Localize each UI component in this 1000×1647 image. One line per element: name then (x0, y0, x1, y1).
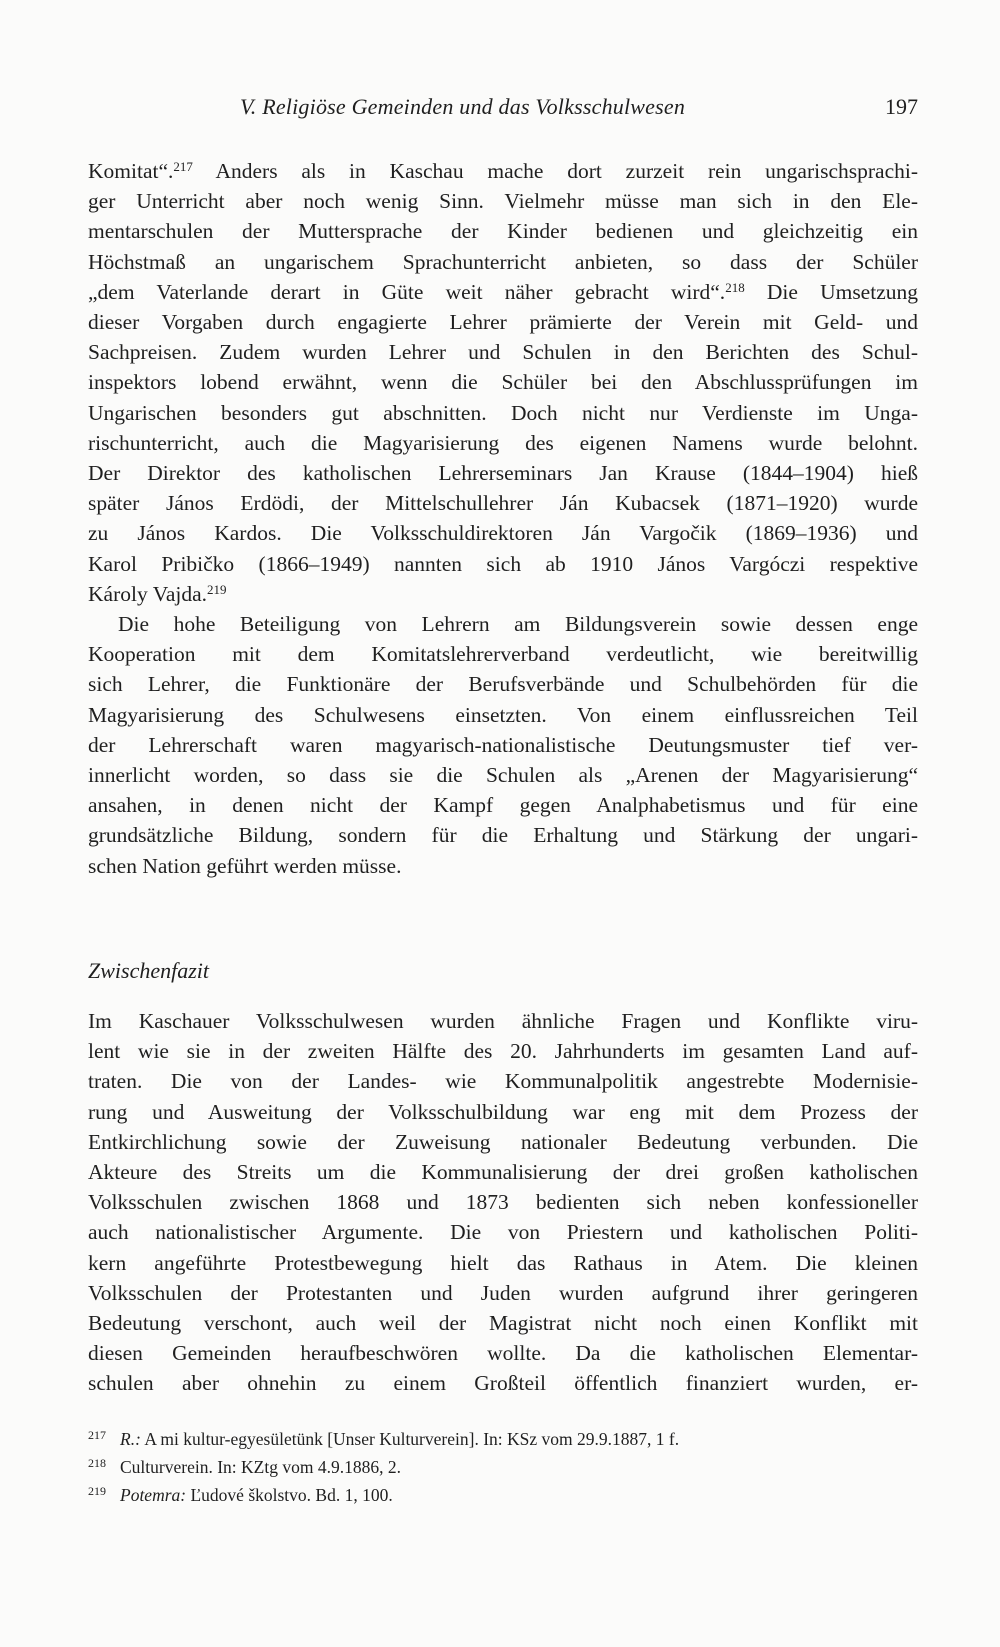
text-line: zu János Kardos. Die Volksschuldirektoren Ján Vargočik (1869–1936) und (88, 521, 918, 546)
text-line: innerlicht worden, so dass sie die Schulen als „Arenen der Magyarisierung“ (88, 763, 918, 788)
text-line: Magyarisierung des Schulwesens einsetzten. Von einem einflussreichen Teil (88, 702, 918, 727)
text-line: ger Unterricht aber noch wenig Sinn. Vielmehr müsse man sich in den Ele- (88, 189, 918, 214)
text-line: rung und Ausweitung der Volksschulbildung war eng mit dem Prozess der (88, 1099, 918, 1124)
footnotes (88, 1423, 918, 1507)
text-line: später János Erdödi, der Mittelschullehrer Ján Kubacsek (1871–1920) wurde (88, 491, 918, 516)
text-line: traten. Die von der Landes- wie Kommunalpolitik angestrebte Modernisie- (88, 1069, 918, 1094)
footnote-number: 217 (88, 1428, 106, 1442)
footnote-text: Culturverein. In: KZtg vom 4.9.1886, 2. (120, 1457, 401, 1477)
text-line: Höchstmaß an ungarischem Sprachunterricht anbieten, so dass der Schüler (88, 249, 918, 274)
page-header (88, 94, 918, 126)
text-line: „dem Vaterlande derart in Güte weit näher gebracht wird“.$^{218}$ Die Umsetzung (88, 279, 918, 304)
text-line: diesen Gemeinden heraufbeschwören wollte. Da die katholischen Elementar- (88, 1341, 918, 1366)
footnote-author: R.: (120, 1429, 141, 1449)
text-line: der Lehrerschaft waren magyarisch-nationalistische Deutungsmuster tief ver- (88, 732, 918, 757)
footnote-text: Ľudové školstvo. Bd. 1, 100. (186, 1485, 393, 1505)
footnote-text: A mi kultur-egyesületünk [Unser Kulturverein]. In: KSz vom 29.9.1887, 1 f. (140, 1429, 680, 1449)
text-line: Bedeutung verschont, auch weil der Magistrat nicht noch einen Konflikt mit (88, 1311, 918, 1336)
text-line: ansahen, in denen nicht der Kampf gegen Analphabetismus und für eine (88, 793, 918, 818)
text-line: dieser Vorgaben durch engagierte Lehrer prämierte der Verein mit Geld- und (88, 310, 918, 335)
text-line: sich Lehrer, die Funktionäre der Berufsverbände und Schulbehörden für die (88, 672, 918, 697)
text-line: inspektors lobend erwähnt, wenn die Schüler bei den Abschlussprüfungen im (88, 370, 918, 395)
text-line: Sachpreisen. Zudem wurden Lehrer und Schulen in den Berichten des Schul- (88, 340, 918, 365)
footnote-number: 219 (88, 1484, 106, 1498)
text-line: Károly Vajda.$^{219}$ (88, 581, 227, 606)
main-text (88, 156, 918, 881)
text-line: rischunterricht, auch die Magyarisierung des eigenen Namens wurde belohnt. (88, 430, 918, 455)
text-line: Entkirchlichung sowie der Zuweisung nationaler Bedeutung verbunden. Die (88, 1129, 918, 1154)
text-line: mentarschulen der Muttersprache der Kinder bedienen und gleichzeitig ein (88, 219, 918, 244)
footnote-author: Potemra: (120, 1485, 187, 1505)
footnote-ref: 217 (173, 159, 193, 174)
footnote-219 (88, 1479, 918, 1507)
text-line: Kooperation mit dem Komitatslehrerverband verdeutlicht, wie bereitwillig (88, 642, 918, 667)
text-line: Karol Pribičko (1866–1949) nannten sich ab 1910 János Vargóczi respektive (88, 551, 918, 576)
text-line: auch nationalistischer Argumente. Die von Priestern und katholischen Politi- (88, 1220, 918, 1245)
text-line: Komitat“.$^{217}$ Anders als in Kaschau mache dort zurzeit rein ungarischsprachi- (88, 159, 918, 183)
section-heading: Zwischenfazit (88, 958, 210, 983)
text-line: grundsätzliche Bildung, sondern für die Erhaltung und Stärkung der ungari- (88, 823, 918, 848)
text-line: lent wie sie in der zweiten Hälfte des 20. Jahrhunderts im gesamten Land auf- (88, 1039, 918, 1064)
text-line: Im Kaschauer Volksschulwesen wurden ähnliche Fragen und Konflikte viru- (88, 1009, 918, 1033)
text-line: Ungarischen besonders gut abschnitten. Doch nicht nur Verdienste im Unga- (88, 400, 918, 425)
section-text (88, 1006, 918, 1399)
footnote-number: 218 (88, 1456, 106, 1470)
text-line: Der Direktor des katholischen Lehrerseminars Jan Krause (1844–1904) hieß (88, 461, 918, 486)
running-head: V. Religiöse Gemeinden und das Volksschulwesen (240, 94, 686, 119)
text-line: schulen aber ohnehin zu einem Großteil öffentlich finanziert wurden, er- (88, 1371, 918, 1396)
text-line: Die hohe Beteiligung von Lehrern am Bildungsverein sowie dessen enge (118, 612, 918, 637)
footnote-218 (88, 1451, 918, 1479)
text-line: kern angeführte Protestbewegung hielt das Rathaus in Atem. Die kleinen (88, 1250, 918, 1275)
text-line: Akteure des Streits um die Kommunalisierung der drei großen katholischen (88, 1160, 918, 1185)
footnote-ref: 219 (207, 581, 227, 597)
page-number: 197 (885, 94, 918, 119)
footnote-217 (88, 1423, 918, 1451)
text-line: Volksschulen zwischen 1868 und 1873 bedienten sich neben konfessioneller (88, 1190, 918, 1215)
footnote-ref: 218 (725, 279, 745, 295)
text-line: schen Nation geführt werden müsse. (88, 853, 402, 878)
text-line: Volksschulen der Protestanten und Juden wurden aufgrund ihrer geringeren (88, 1280, 918, 1305)
